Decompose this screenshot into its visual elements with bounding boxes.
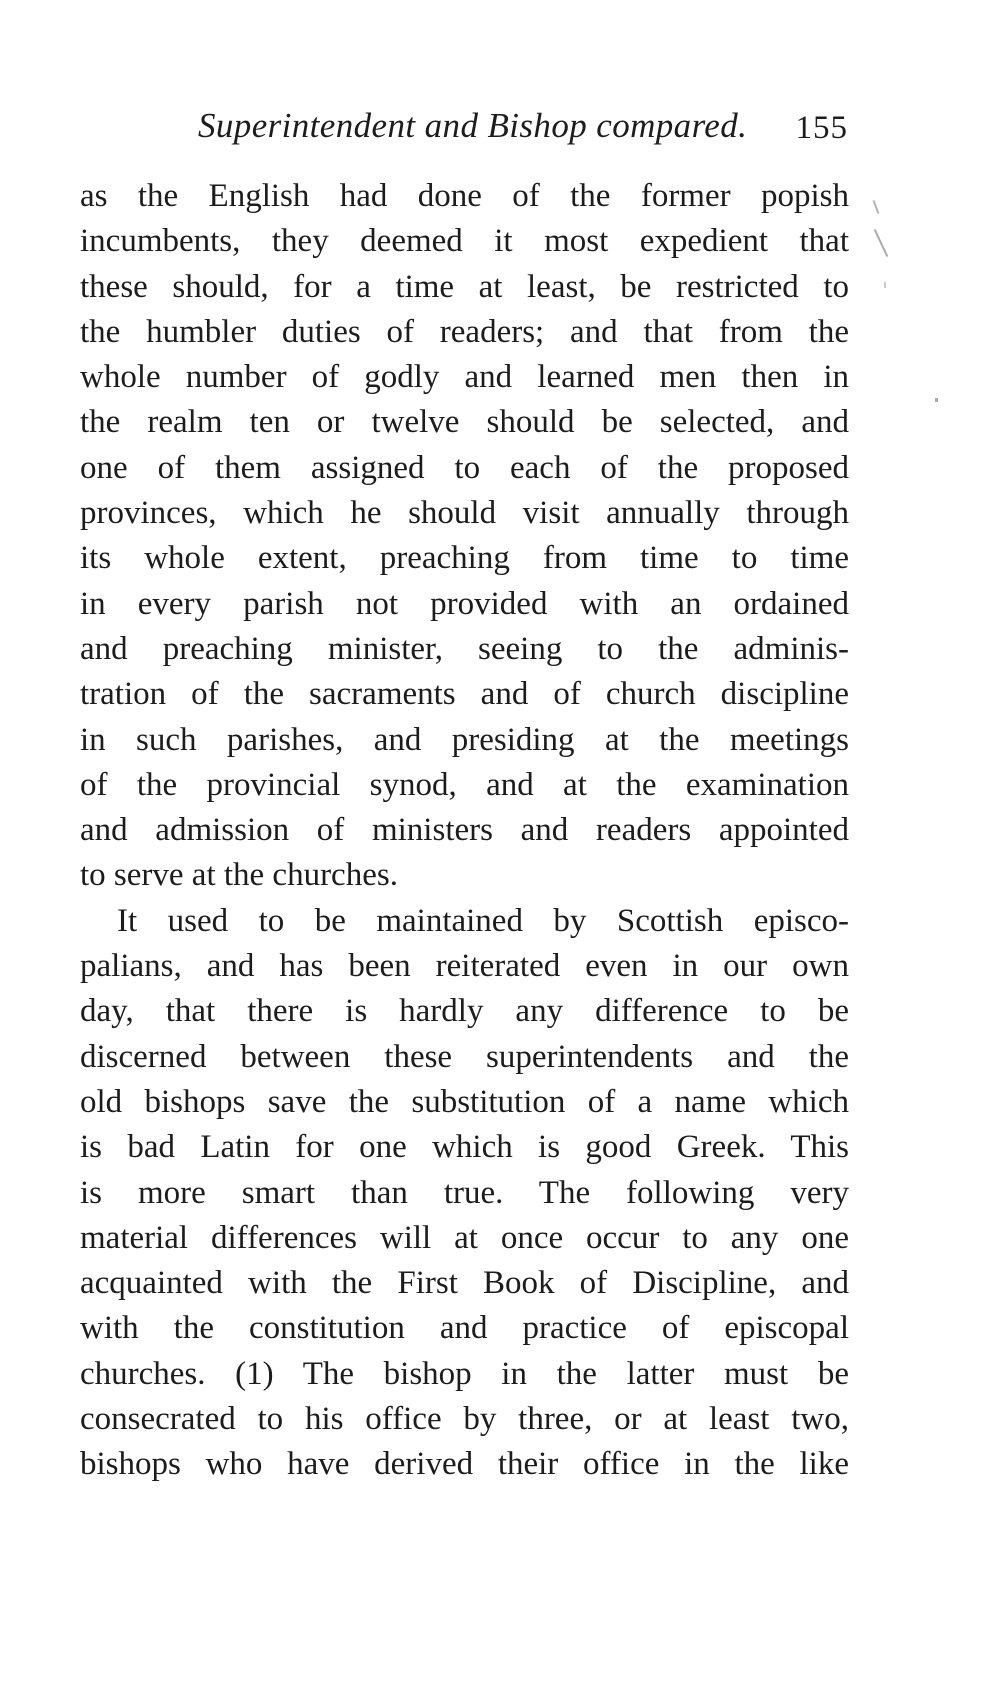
text-line: tration of the sacraments and of church discipline (80, 676, 849, 713)
text-line: and admission of ministers and readers appointed (80, 812, 849, 849)
running-head (80, 106, 850, 156)
text-line: the humbler duties of readers; and that from the (80, 313, 849, 350)
text-line: is more smart than true. The following very (80, 1174, 849, 1211)
text-line: incumbents, they deemed it most expedient that (80, 223, 849, 260)
text-line: in such parishes, and presiding at the meetings (80, 721, 849, 758)
text-line: bishops who have derived their office in the like (80, 1446, 849, 1483)
text-line: one of them assigned to each of the proposed (80, 449, 849, 486)
scan-mark (935, 398, 938, 402)
running-title: Superintendent and Bishop compared. (198, 106, 748, 145)
text-line: is bad Latin for one which is good Greek. This (80, 1129, 849, 1166)
text-line: these should, for a time at least, be restricted to (80, 268, 849, 305)
text-line: discerned between these superintendents and the (80, 1038, 849, 1075)
scan-mark (884, 282, 886, 288)
text-line: material differences will at once occur to any one (80, 1219, 849, 1256)
body-text (80, 174, 849, 1488)
text-line: old bishops save the substitution of a name which (80, 1083, 849, 1120)
text-line: It used to be maintained by Scottish episco- (117, 902, 849, 939)
text-line: day, that there is hardly any difference to be (80, 993, 849, 1030)
text-line: whole number of godly and learned men then in (80, 359, 849, 396)
text-line: churches. (1) The bishop in the latter must be (80, 1355, 849, 1392)
text-line: palians, and has been reiterated even in our own (80, 948, 849, 985)
text-line: the realm ten or twelve should be selected, and (80, 404, 849, 441)
text-line: and preaching minister, seeing to the adminis- (80, 630, 849, 667)
scan-mark (873, 200, 880, 214)
text-line: consecrated to his office by three, or at least two, (80, 1401, 849, 1438)
text-line: as the English had done of the former popish (80, 178, 849, 214)
text-line: in every parish not provided with an ordained (80, 585, 849, 622)
text-line: with the constitution and practice of episcopal (80, 1310, 849, 1347)
text-line: of the provincial synod, and at the examination (80, 766, 849, 803)
text-line: acquainted with the First Book of Discipline, and (80, 1265, 849, 1302)
text-line: its whole extent, preaching from time to time (80, 540, 849, 577)
text-line: to serve at the churches. (80, 857, 398, 894)
scan-mark (874, 229, 888, 257)
page-number: 155 (795, 110, 848, 146)
text-line: provinces, which he should visit annually through (80, 495, 849, 532)
